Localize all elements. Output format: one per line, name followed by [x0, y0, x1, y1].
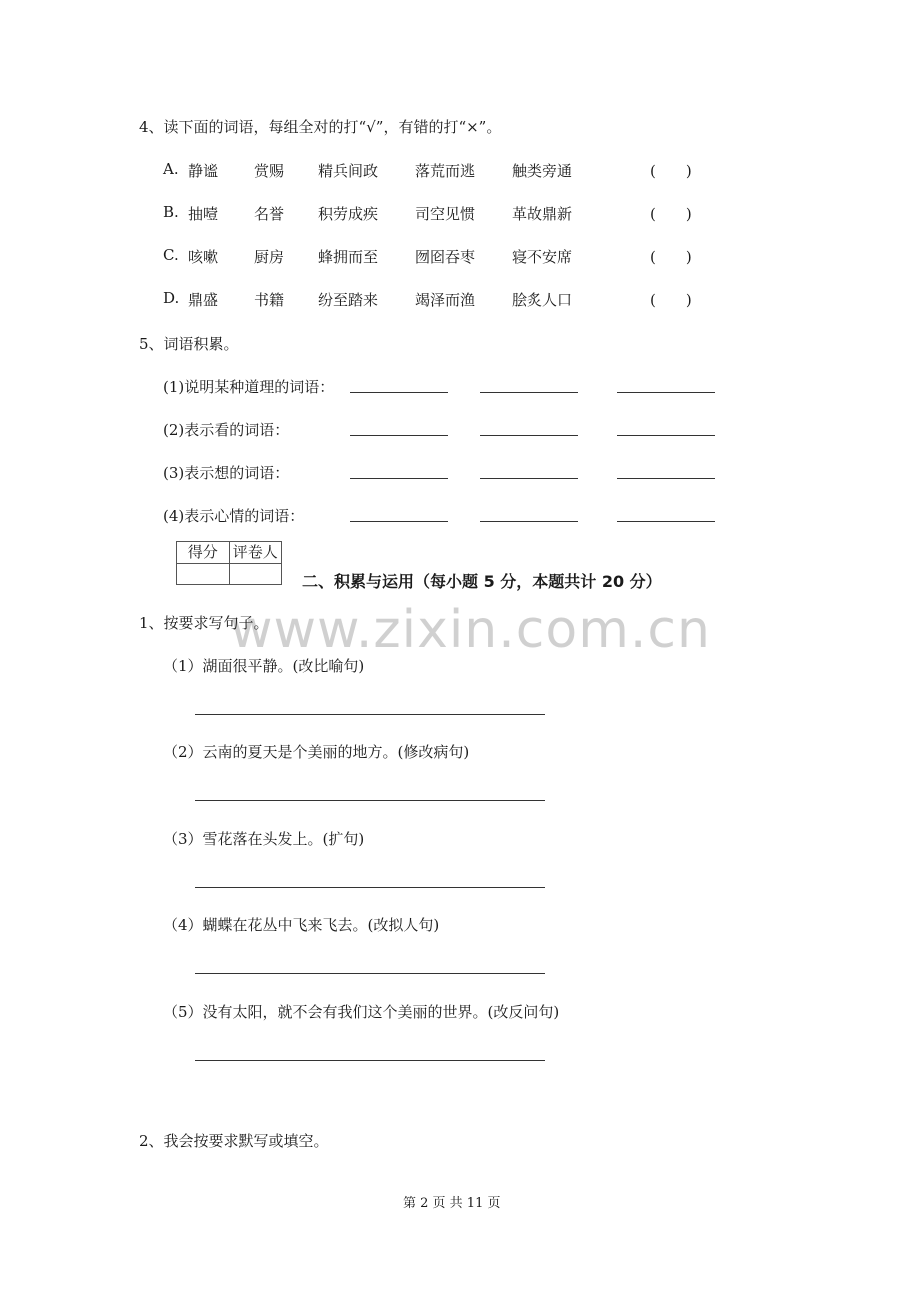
word: 赏赐	[254, 162, 285, 180]
q1-title: 1、按要求写句子。	[139, 614, 269, 632]
answer-line[interactable]	[195, 887, 545, 888]
answer-paren[interactable]: ( )	[650, 248, 692, 266]
word: 精兵间政	[318, 162, 379, 180]
grader-cell[interactable]	[229, 563, 282, 585]
word: 鼎盛	[188, 291, 219, 309]
word: 革故鼎新	[512, 205, 573, 223]
row-label: D.	[163, 289, 180, 307]
answer-blank[interactable]	[617, 435, 715, 436]
q5-item-1: (1)说明某种道理的词语：	[163, 378, 335, 396]
word: 竭泽而渔	[415, 291, 476, 309]
answer-line[interactable]	[195, 714, 545, 715]
q1-item-3: （3）雪花落在头发上。(扩句)	[163, 830, 365, 848]
q2-title: 2、我会按要求默写或填空。	[139, 1132, 329, 1150]
q1-item-2: （2）云南的夏天是个美丽的地方。(修改病句)	[163, 743, 470, 761]
answer-paren[interactable]: ( )	[650, 291, 692, 309]
row-label: A.	[163, 160, 179, 178]
word: 纷至踏来	[318, 291, 379, 309]
q5-title: 5、词语积累。	[139, 335, 239, 353]
word: 落荒而逃	[415, 162, 476, 180]
q1-item-1: （1）湖面很平静。(改比喻句)	[163, 657, 365, 675]
answer-blank[interactable]	[350, 521, 448, 522]
answer-blank[interactable]	[350, 392, 448, 393]
word: 积劳成疾	[318, 205, 379, 223]
word: 静谧	[188, 162, 219, 180]
score-header: 得分	[177, 542, 230, 564]
score-cell[interactable]	[177, 563, 230, 585]
q5-item-4: (4)表示心情的词语：	[163, 507, 305, 525]
q4-title: 4、读下面的词语，每组全对的打“√”，有错的打“×”。	[139, 118, 502, 136]
section-title: 二、积累与运用（每小题 5 分，本题共计 20 分）	[302, 572, 662, 591]
q5-item-2: (2)表示看的词语：	[163, 421, 290, 439]
answer-blank[interactable]	[617, 392, 715, 393]
word: 抽噎	[188, 205, 219, 223]
watermark: www.zixin.com.cn	[230, 600, 711, 660]
word: 名誉	[254, 205, 285, 223]
answer-blank[interactable]	[350, 435, 448, 436]
answer-paren[interactable]: ( )	[650, 205, 692, 223]
answer-blank[interactable]	[480, 435, 578, 436]
answer-line[interactable]	[195, 973, 545, 974]
word: 司空见惯	[415, 205, 476, 223]
q1-item-5: （5）没有太阳，就不会有我们这个美丽的世界。(改反问句)	[163, 1003, 560, 1021]
word: 脍炙人口	[512, 291, 573, 309]
answer-blank[interactable]	[480, 392, 578, 393]
page-footer: 第 2 页 共 11 页	[403, 1196, 501, 1211]
score-box	[176, 541, 282, 585]
answer-blank[interactable]	[617, 478, 715, 479]
q1-item-4: （4）蝴蝶在花丛中飞来飞去。(改拟人句)	[163, 916, 440, 934]
row-label: C.	[163, 246, 179, 264]
answer-line[interactable]	[195, 800, 545, 801]
answer-blank[interactable]	[480, 521, 578, 522]
word: 厨房	[254, 248, 285, 266]
row-label: B.	[163, 203, 179, 221]
answer-blank[interactable]	[617, 521, 715, 522]
word: 囫囵吞枣	[415, 248, 476, 266]
answer-paren[interactable]: ( )	[650, 162, 692, 180]
word: 寝不安席	[512, 248, 573, 266]
word: 咳嗽	[188, 248, 219, 266]
word: 书籍	[254, 291, 285, 309]
answer-blank[interactable]	[480, 478, 578, 479]
word: 触类旁通	[512, 162, 573, 180]
answer-blank[interactable]	[350, 478, 448, 479]
word: 蜂拥而至	[318, 248, 379, 266]
q5-item-3: (3)表示想的词语：	[163, 464, 290, 482]
grader-header: 评卷人	[229, 542, 282, 564]
answer-line[interactable]	[195, 1060, 545, 1061]
